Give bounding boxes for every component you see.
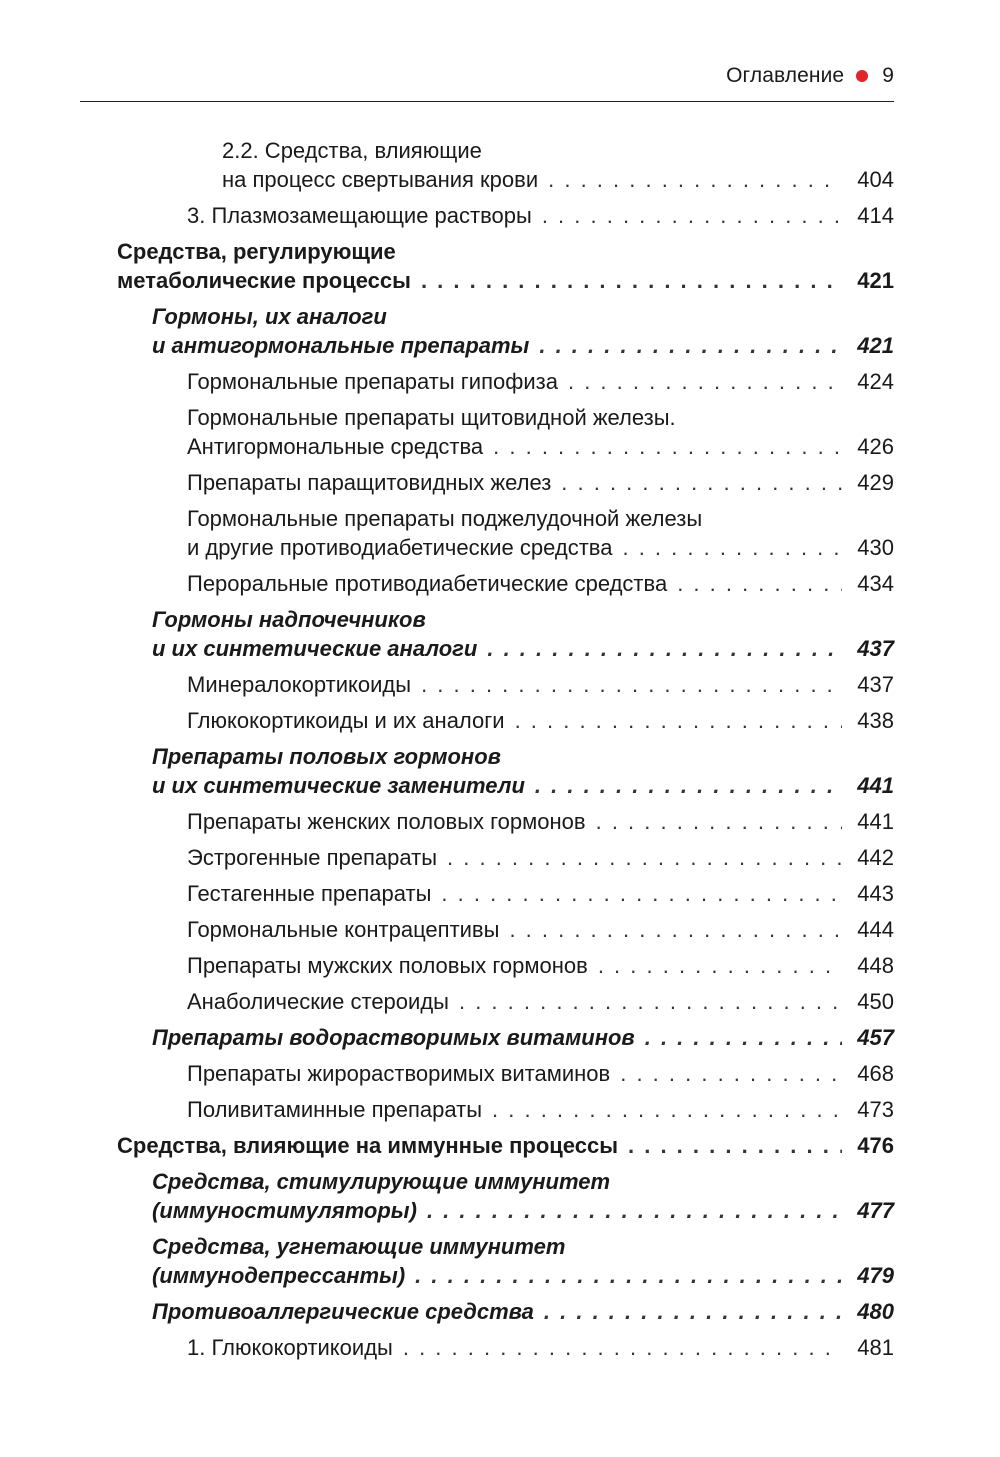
toc-entry[interactable] <box>152 742 894 800</box>
toc-entry-title-line: Препараты мужских половых гормонов <box>187 953 588 978</box>
dot-leader <box>421 266 842 295</box>
toc-entry-title-line: Средства, угнетающие иммунитет <box>152 1234 566 1259</box>
toc-entry-title-line: Гестагенные препараты <box>187 881 432 906</box>
toc-entry-title-line: 3. Плазмозамещающие растворы <box>187 203 532 228</box>
toc-entry-title-line: метаболические процессы <box>117 268 411 293</box>
toc-page-number: 441 <box>857 773 894 798</box>
toc-page-number: 404 <box>857 167 894 192</box>
toc-entry-title-line: 2.2. Средства, влияющие <box>222 138 482 163</box>
toc-page-number: 473 <box>857 1097 894 1122</box>
toc-entry[interactable] <box>152 1232 894 1290</box>
dot-leader <box>459 987 842 1016</box>
toc-page-number: 421 <box>857 268 894 293</box>
toc-entry[interactable] <box>187 807 894 836</box>
toc-entry[interactable] <box>117 237 894 295</box>
toc-entry-title-line: Препараты половых гормонов <box>152 744 501 769</box>
toc-entry-title-line: Пероральные противодиабетические средства <box>187 571 668 596</box>
dot-leader <box>427 1196 842 1225</box>
toc-page-number: 450 <box>857 989 894 1014</box>
toc-page-number: 448 <box>857 953 894 978</box>
toc-entry-title-line: Эстрогенные препараты <box>187 845 438 870</box>
toc-entry[interactable] <box>187 201 894 230</box>
toc-page-number: 476 <box>857 1133 894 1158</box>
toc-page-number: 434 <box>857 571 894 596</box>
dot-leader <box>542 201 842 230</box>
toc-page-number: 444 <box>857 917 894 942</box>
toc-entry-title-line: Средства, стимулирующие иммунитет <box>152 1169 611 1194</box>
dot-leader <box>677 569 842 598</box>
dot-leader <box>544 1297 842 1326</box>
dot-leader <box>539 331 842 360</box>
toc-entry-title-line: (иммунодепрессанты) <box>152 1263 406 1288</box>
toc-entry[interactable] <box>222 136 894 194</box>
toc-page-number: 441 <box>857 809 894 834</box>
toc-entry-title-line: Гормональные препараты щитовидной железы. <box>187 405 676 430</box>
toc-entry[interactable] <box>187 843 894 872</box>
toc-entry-title-line: и другие противодиабетические средства <box>187 535 613 560</box>
dot-leader <box>596 807 842 836</box>
toc-entry[interactable] <box>187 879 894 908</box>
toc-entry[interactable] <box>152 302 894 360</box>
toc-entry-title-line: Поливитаминные препараты <box>187 1097 483 1122</box>
toc-entry-title-line: Препараты паращитовидных желез <box>187 470 552 495</box>
toc-entry[interactable] <box>117 1131 894 1160</box>
toc-entry-title-line: Глюкокортикоиды и их аналоги <box>187 708 505 733</box>
toc-entry[interactable] <box>187 403 894 461</box>
dot-leader <box>421 670 842 699</box>
toc-entry-title-line: Средства, влияющие на иммунные процессы <box>117 1133 618 1158</box>
toc-page-number: 477 <box>857 1198 894 1223</box>
toc-entry-title-line: Антигормональные средства <box>187 434 484 459</box>
toc-entry[interactable] <box>187 915 894 944</box>
toc-page-number: 457 <box>857 1025 894 1050</box>
bullet-dot-icon <box>856 70 868 82</box>
toc-entry-title-line: и их синтетические аналоги <box>152 636 478 661</box>
dot-leader <box>441 879 842 908</box>
toc-entry-title-line: (иммуностимуляторы) <box>152 1198 417 1223</box>
dot-leader <box>548 165 842 194</box>
dot-leader <box>598 951 842 980</box>
toc-entry[interactable] <box>187 951 894 980</box>
toc-entry[interactable] <box>187 1333 894 1362</box>
toc-page-number: 438 <box>857 708 894 733</box>
dot-leader <box>561 468 842 497</box>
toc-entry-title-line: на процесс свертывания крови <box>222 167 539 192</box>
toc-entry[interactable] <box>187 569 894 598</box>
toc-entry[interactable] <box>187 504 894 562</box>
toc-page-number: 479 <box>857 1263 894 1288</box>
dot-leader <box>535 771 842 800</box>
toc-entry-title-line: Гормоны, их аналоги <box>152 304 387 329</box>
dot-leader <box>622 533 842 562</box>
toc-page-number: 481 <box>857 1335 894 1360</box>
toc-entry-title-line: и антигормональные препараты <box>152 333 530 358</box>
table-of-contents <box>0 136 1000 1369</box>
dot-leader <box>620 1059 842 1088</box>
toc-page-number: 426 <box>857 434 894 459</box>
toc-entry[interactable] <box>187 706 894 735</box>
toc-entry-title-line: Гормональные контрацептивы <box>187 917 500 942</box>
toc-page-number: 437 <box>857 636 894 661</box>
toc-entry[interactable] <box>187 670 894 699</box>
dot-leader <box>568 367 842 396</box>
dot-leader <box>415 1261 842 1290</box>
dot-leader <box>492 1095 842 1124</box>
toc-entry-title-line: Анаболические стероиды <box>187 989 449 1014</box>
toc-entry-title-line: Гормоны надпочечников <box>152 607 426 632</box>
toc-entry[interactable] <box>152 1167 894 1225</box>
toc-page-number: 443 <box>857 881 894 906</box>
header-divider <box>80 101 894 102</box>
dot-leader <box>645 1023 842 1052</box>
toc-entry[interactable] <box>152 1023 894 1052</box>
toc-page-number: 442 <box>857 845 894 870</box>
toc-entry-title-line: Гормональные препараты гипофиза <box>187 369 558 394</box>
toc-page-number: 480 <box>857 1299 894 1324</box>
toc-page-number: 424 <box>857 369 894 394</box>
toc-entry-title-line: Препараты женских половых гормонов <box>187 809 586 834</box>
toc-entry-title-line: Минералокортикоиды <box>187 672 412 697</box>
toc-entry[interactable] <box>187 468 894 497</box>
header-page-number: 9 <box>882 64 894 87</box>
toc-entry[interactable] <box>187 1095 894 1124</box>
toc-page-number: 430 <box>857 535 894 560</box>
toc-entry[interactable] <box>152 1297 894 1326</box>
dot-leader <box>447 843 842 872</box>
toc-entry-title-line: 1. Глюкокортикоиды <box>187 1335 393 1360</box>
dot-leader <box>509 915 842 944</box>
running-header <box>726 64 894 88</box>
dot-leader <box>487 634 842 663</box>
toc-entry-title-line: Препараты водорастворимых витаминов <box>152 1025 635 1050</box>
toc-entry-title-line: Препараты жирорастворимых витаминов <box>187 1061 611 1086</box>
toc-page-number: 429 <box>857 470 894 495</box>
dot-leader <box>515 706 842 735</box>
toc-entry-title-line: Гормональные препараты поджелудочной железы <box>187 506 703 531</box>
toc-entry-title-line: Противоаллергические средства <box>152 1299 534 1324</box>
dot-leader <box>493 432 842 461</box>
header-section-title: Оглавление <box>726 64 845 87</box>
dot-leader <box>628 1131 842 1160</box>
toc-entry-title-line: и их синтетические заменители <box>152 773 525 798</box>
toc-entry[interactable] <box>187 987 894 1016</box>
dot-leader <box>403 1333 842 1362</box>
toc-page-number: 437 <box>857 672 894 697</box>
toc-entry[interactable] <box>187 1059 894 1088</box>
toc-entry[interactable] <box>152 605 894 663</box>
toc-page-number: 414 <box>857 203 894 228</box>
toc-entry[interactable] <box>187 367 894 396</box>
toc-page-number: 421 <box>857 333 894 358</box>
toc-page-number: 468 <box>857 1061 894 1086</box>
toc-entry-title-line: Средства, регулирующие <box>117 239 396 264</box>
